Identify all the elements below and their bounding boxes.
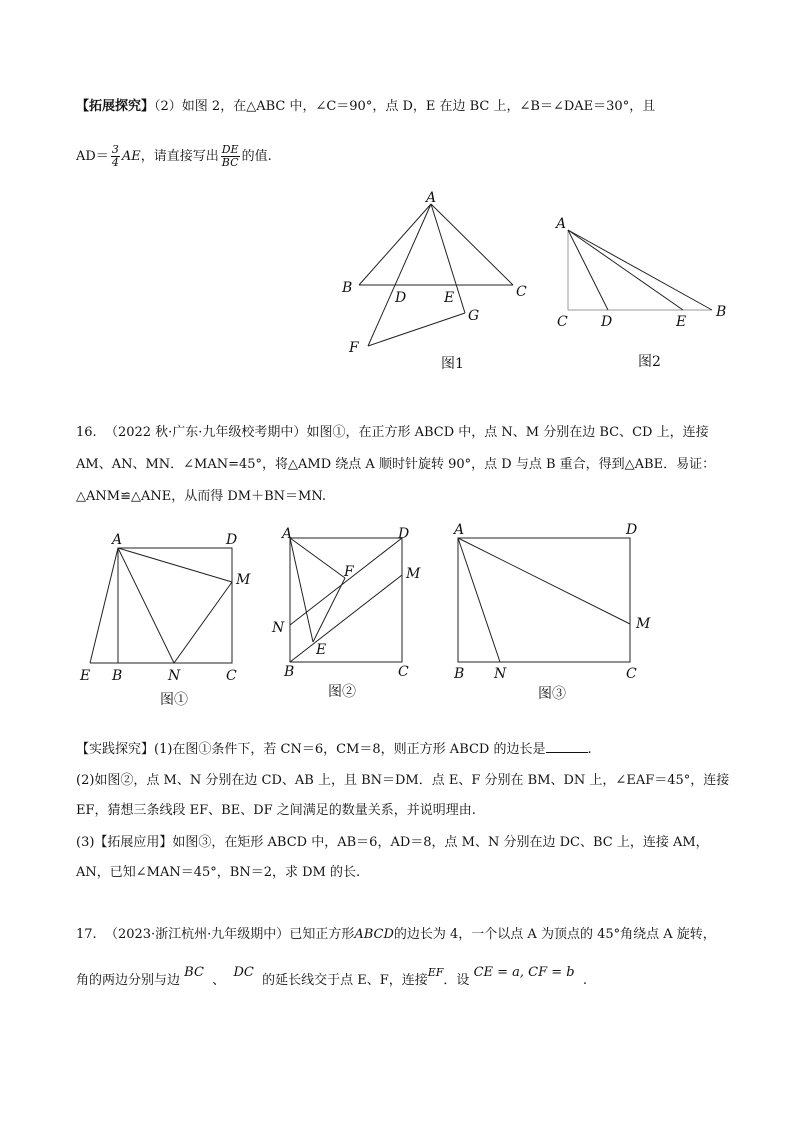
problem16-line3: △ANM≌△ANE，从而得 DM＋BN＝MN. <box>76 489 326 504</box>
fig4-label-b: B <box>284 664 295 680</box>
fig5-label-c: C <box>626 666 637 682</box>
problem17-source: （2023·浙江杭州·九年级期中） <box>104 927 290 942</box>
fig4-label-e: E <box>316 642 327 658</box>
fig1-label-a: A <box>426 190 437 206</box>
lhs-text: AD＝ <box>76 149 109 164</box>
fig3-label-c: C <box>226 668 237 684</box>
edge-bc: BC <box>184 965 204 980</box>
answer-blank <box>546 740 588 753</box>
problem15-ext-line2: AD＝ $\frac{3}{4}$ AE，请直接写出 $\frac{DE}{BC}$ 的值. <box>76 143 272 169</box>
fig1-label-g: G <box>468 308 480 324</box>
problem17-line2: 角的两边分别与边 BC 、 DC 的延长线交于点 E、F，连接$^{EF}$．设 CE = a, CF = b . <box>76 965 588 988</box>
fig4-label-n: N <box>272 620 285 636</box>
fig1-label-e: E <box>444 290 455 306</box>
fig3-label-a: A <box>112 532 123 548</box>
fig4-label-d: D <box>398 526 410 542</box>
fig2-label-a: A <box>556 216 567 232</box>
figure-1 <box>340 190 540 370</box>
fig2-label-c: C <box>557 314 568 330</box>
figure-circle-3 <box>450 522 670 702</box>
fig1-label-d: D <box>395 290 407 306</box>
problem16-number: 16. <box>76 425 97 440</box>
fig5-label-b: B <box>454 666 465 682</box>
square-name: ABCD <box>354 927 394 942</box>
fig2-label-d: D <box>601 314 613 330</box>
figure-circle-2 <box>272 524 442 704</box>
fig3-label-d: D <box>226 532 238 548</box>
problem16-source: （2022 秋·广东·九年级校考期中） <box>104 425 307 440</box>
fig3-label-e: E <box>80 668 91 684</box>
problem17-number: 17. <box>76 927 97 942</box>
fig1-label-f: F <box>349 340 359 356</box>
problem15-ext-text: （2）如图 2，在△ABC 中，∠C＝90°，点 D，E 在边 BC 上，∠B＝∠DAE＝30°，且 <box>154 99 656 114</box>
fig5-label-n: N <box>494 666 507 682</box>
fig4-label-c: C <box>398 664 409 680</box>
fig3-label-m: M <box>236 572 251 588</box>
tag-extension: 【拓展探究】 <box>76 99 155 114</box>
fig2-label-e: E <box>676 314 687 330</box>
ae-text: AE <box>121 149 141 164</box>
problem16-part3b: AN，已知∠MAN＝45°，BN＝2，求 DM 的长. <box>76 865 361 880</box>
problem16-part3a: (3)【拓展应用】如图③，在矩形 ABCD 中，AB＝6，AD＝8，点 M、N 分别在边 DC、BC 上，连接 AM， <box>76 835 709 850</box>
problem16-line1: 16. （2022 秋·广东·九年级校考期中）如图①，在正方形 ABCD 中，点 N、M 分别在边 BC、CD 上，连接 <box>76 425 709 440</box>
edge-dc: DC <box>233 965 254 980</box>
fig4-label-a: A <box>282 526 293 542</box>
figure-circle-1 <box>78 528 258 708</box>
fig1-caption: 图1 <box>441 356 464 372</box>
fig5-label-m: M <box>636 616 651 632</box>
fig2-caption: 图2 <box>638 354 661 370</box>
fig3-caption: 图① <box>160 692 188 708</box>
segment-ef: EF <box>427 966 444 979</box>
fig1-label-c: C <box>516 284 527 300</box>
fig3-label-b: B <box>112 668 123 684</box>
fig5-label-d: D <box>626 522 638 538</box>
fraction-de-bc: $\frac{DE}{BC}$ <box>221 143 239 169</box>
fig4-label-m: M <box>406 566 421 582</box>
problem16-part1: 【实践探究】(1)在图①条件下，若 CN＝6，CM＝8，则正方形 ABCD 的边长是 . <box>76 742 592 757</box>
fig2-label-b: B <box>716 304 727 320</box>
problem16-part2a: (2)如图②，点 M、N 分别在边 CD、AB 上，且 BN＝DM．点 E、F 分别在 BM、DN 上，∠EAF＝45°，连接 <box>76 773 730 788</box>
fig4-label-f: F <box>344 564 354 580</box>
condition-ce-cf: CE = a, CF = b <box>473 965 575 980</box>
fig4-caption: 图② <box>328 684 356 700</box>
problem15-ext-line1 <box>76 98 655 116</box>
fig5-caption: 图③ <box>538 686 566 702</box>
fig1-label-b: B <box>342 280 353 296</box>
fig3-label-n: N <box>168 668 181 684</box>
fig5-label-a: A <box>454 522 465 538</box>
problem16-line2: AM、AN、MN．∠MAN=45°，将△AMD 绕点 A 顺时针旋转 90°，点 D 与点 B 重合，得到△ABE．易证： <box>76 457 716 472</box>
problem16-part2b: EF，猜想三条线段 EF、BE、DF 之间满足的数量关系，并说明理由. <box>76 803 476 818</box>
figure-2 <box>550 210 740 390</box>
problem17-line1: 17. （2023·浙江杭州·九年级期中）已知正方形ABCD的边长为 4，一个以点 A 为顶点的 45°角绕点 A 旋转， <box>76 927 716 942</box>
fraction-3-4: $\frac{3}{4}$ <box>111 143 119 169</box>
